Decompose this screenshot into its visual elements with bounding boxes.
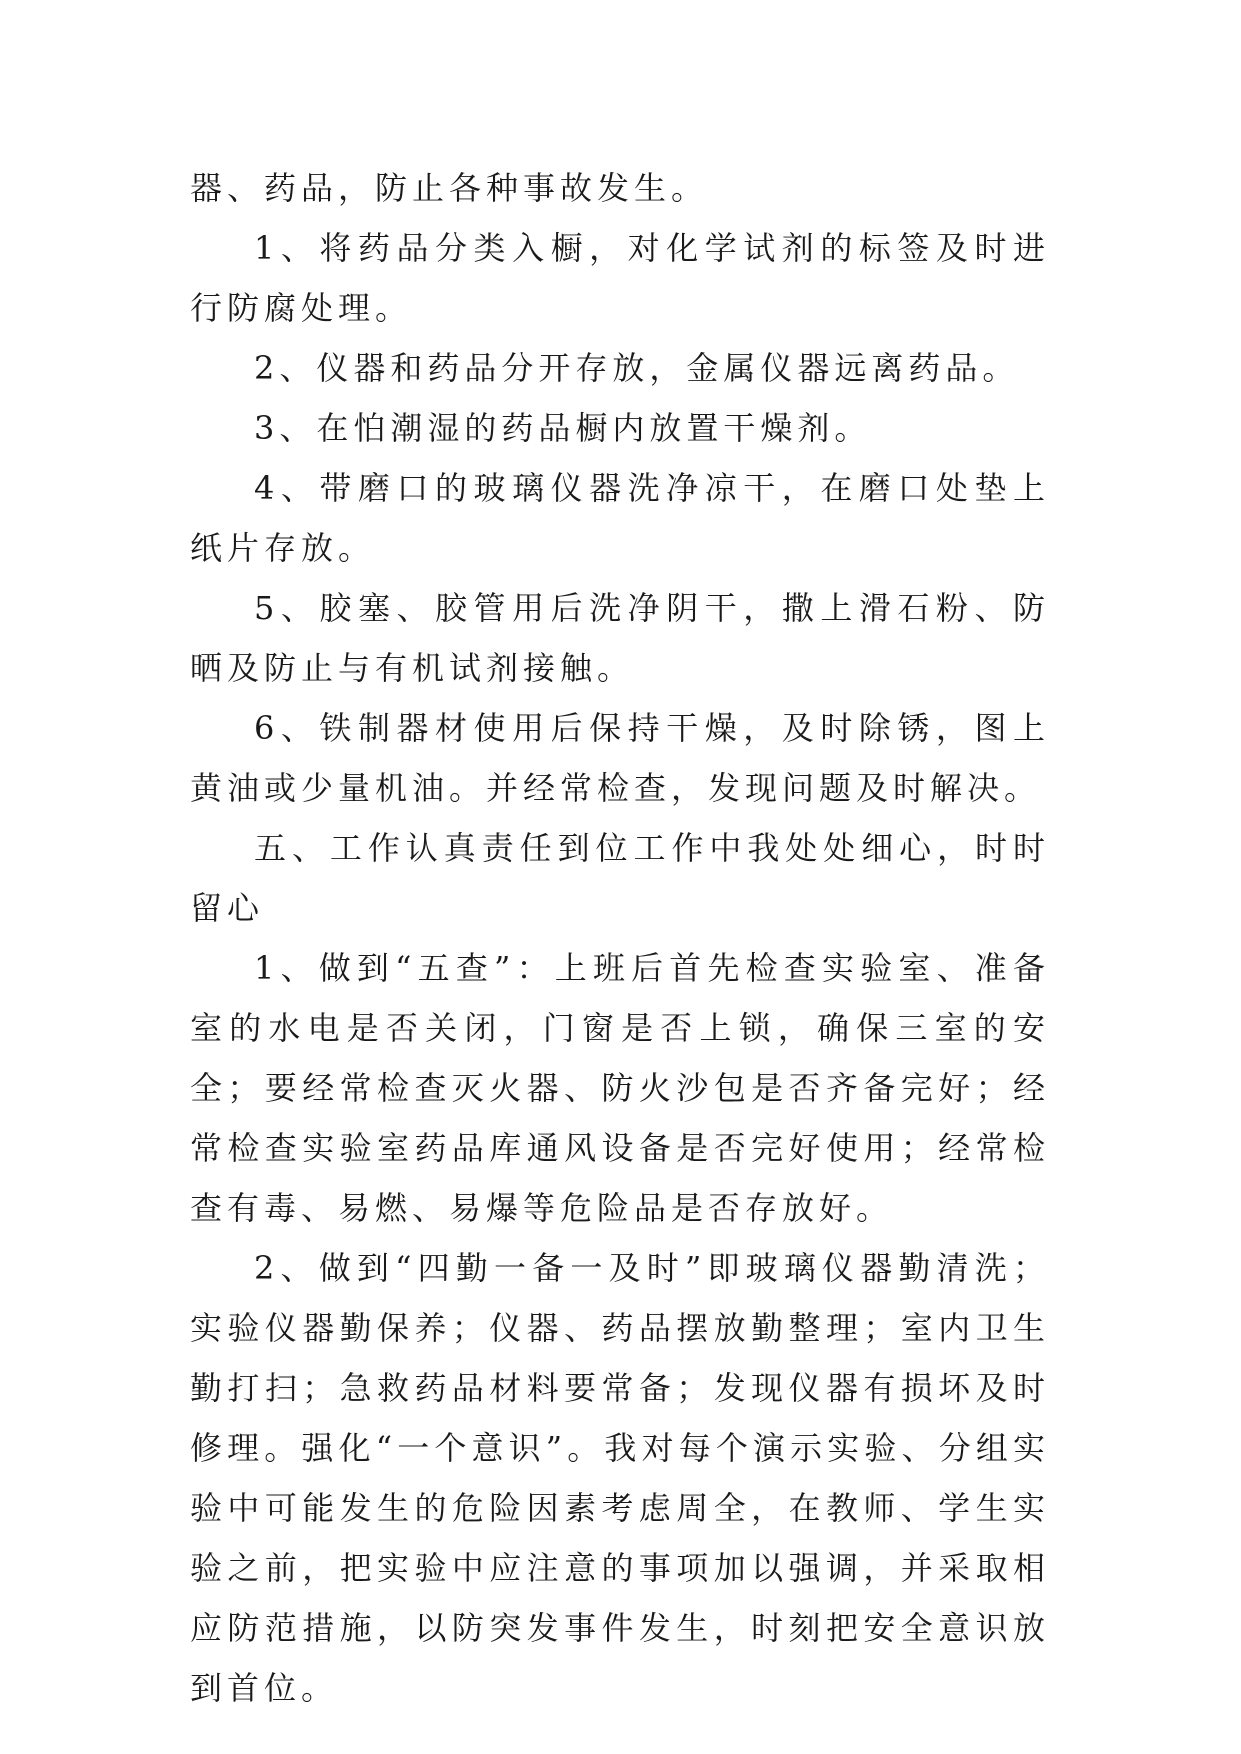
paragraph-item-1: 1、将药品分类入橱，对化学试剂的标签及时进行防腐处理。 [190,229,1050,327]
paragraph-five-checks: 1、做到“五查”：上班后首先检查实验室、准备室的水电是否关闭，门窗是否上锁，确保三室的安全；要经常检查灭火器、防火沙包是否齐备完好；经常检查实验室药品库通风设备是否完好使用；经常检查有毒、易燃、易爆等危险品是否存放好。 [190,949,1050,1227]
paragraph-four-diligence: 2、做到“四勤一备一及时”即玻璃仪器勤清洗；实验仪器勤保养；仪器、药品摆放勤整理；室内卫生勤打扫；急救药品材料要常备；发现仪器有损坏及时修理。强化“一个意识”。我对每个演示实验、分组实验中可能发生的危险因素考虑周全，在教师、学生实验之前，把实验中应注意的事项加以强调，并采取相应防范措施，以防突发事件发生，时刻把安全意识放到首位。 [190,1249,1050,1707]
document-body [190,158,1050,1718]
paragraph-item-2: 2、仪器和药品分开存放，金属仪器远离药品。 [254,349,1020,387]
paragraph-item-4: 4、带磨口的玻璃仪器洗净凉干，在磨口处垫上纸片存放。 [190,469,1050,567]
section-heading-5: 五、工作认真责任到位工作中我处处细心，时时留心 [190,829,1050,927]
paragraph-item-3: 3、在怕潮湿的药品橱内放置干燥剂。 [254,409,872,447]
paragraph-item-5: 5、胶塞、胶管用后洗净阴干，撒上滑石粉、防晒及防止与有机试剂接触。 [190,589,1050,687]
paragraph-continuation: 器、药品，防止各种事故发生。 [190,169,709,207]
paragraph-item-6: 6、铁制器材使用后保持干燥，及时除锈，图上黄油或少量机油。并经常检查，发现问题及时解决。 [190,709,1050,807]
